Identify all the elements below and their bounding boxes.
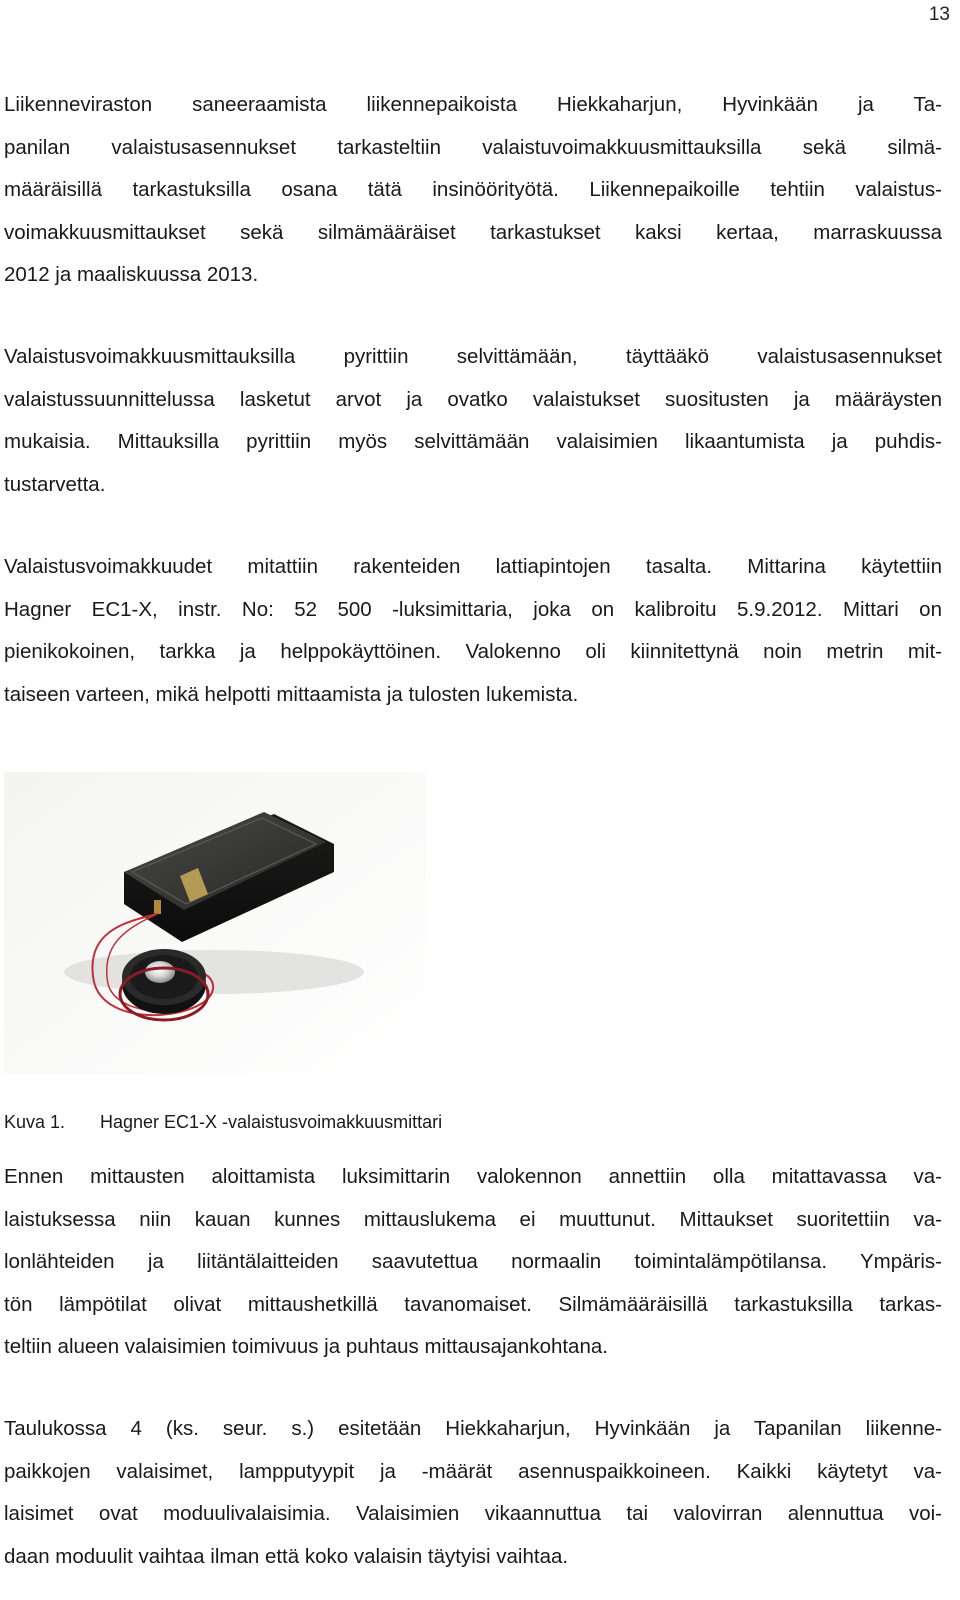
paragraph-2 bbox=[4, 336, 942, 506]
text-line: mukaisia. Mittauksilla pyrittiin myös selvittämään valaisimien likaantumista ja puhdis- bbox=[4, 430, 942, 453]
text-line: 2012 ja maaliskuussa 2013. bbox=[4, 263, 259, 286]
page-number: 13 bbox=[928, 4, 950, 25]
lux-meter-photo bbox=[4, 772, 426, 1074]
text-line: laistuksessa niin kauan kunnes mittauslukema ei muuttunut. Mittaukset suoritettiin va- bbox=[4, 1207, 942, 1231]
paragraph-5 bbox=[4, 1408, 942, 1578]
caption-label: Kuva 1. bbox=[4, 1112, 66, 1132]
text-line: laisimet ovat moduulivalaisimia. Valaisimien vikaannuttua tai valovirran alennuttua voi- bbox=[4, 1502, 942, 1525]
text-line: voimakkuusmittaukset sekä silmämääräiset tarkastukset kaksi kertaa, marraskuussa bbox=[4, 220, 942, 244]
text-line: Liikenneviraston saneeraamista liikennepaikoista Hiekkaharjun, Hyvinkään ja Ta- bbox=[4, 93, 942, 116]
figure-caption bbox=[4, 1112, 442, 1133]
text-line: tön lämpötilat olivat mittaushetkillä tavanomaiset. Silmämääräisillä tarkastuksilla tarkas- bbox=[4, 1292, 942, 1316]
text-line: Hagner EC1-X, instr. No: 52 500 -luksimittaria, joka on kalibroitu 5.9.2012. Mittari on bbox=[4, 597, 942, 621]
text-line: paikkojen valaisimet, lampputyypit ja -määrät asennuspaikkoineen. Kaikki käytetyt va- bbox=[4, 1459, 942, 1483]
text-line: valaistussuunnittelussa lasketut arvot ja ovatko valaistukset suositusten ja määräysten bbox=[4, 387, 942, 411]
text-line: lonlähteiden ja liitäntälaitteiden saavutettua normaalin toimintalämpötilansa. Ympäris- bbox=[4, 1250, 942, 1273]
text-line: Valaistusvoimakkuusmittauksilla pyrittiin selvittämään, täyttääkö valaistusasennukset bbox=[4, 345, 942, 368]
paragraph-1 bbox=[4, 84, 942, 297]
text-line: pienikokoinen, tarkka ja helppokäyttöinen. Valokenno oli kiinnitettynä noin metrin mit- bbox=[4, 640, 942, 663]
text-line: tustarvetta. bbox=[4, 472, 106, 496]
paragraph-3 bbox=[4, 546, 942, 716]
text-line: teltiin alueen valaisimien toimivuus ja puhtaus mittausajankohtana. bbox=[4, 1335, 608, 1358]
text-line: Taulukossa 4 (ks. seur. s.) esitetään Hiekkaharjun, Hyvinkään ja Tapanilan liikenne- bbox=[4, 1417, 942, 1440]
text-line: Valaistusvoimakkuudet mitattiin rakenteiden lattiapintojen tasalta. Mittarina käytettiin bbox=[4, 555, 942, 578]
text-line: panilan valaistusasennukset tarkasteltiin valaistuvoimakkuusmittauksilla sekä silmä- bbox=[4, 135, 942, 159]
text-line: määräisillä tarkastuksilla osana tätä insinöörityötä. Liikennepaikoille tehtiin valaistus- bbox=[4, 178, 942, 201]
text-line: taiseen varteen, mikä helpotti mittaamista ja tulosten lukemista. bbox=[4, 682, 579, 706]
paragraph-4 bbox=[4, 1156, 942, 1369]
text-line: Ennen mittausten aloittamista luksimittarin valokennon annettiin olla mitattavassa va- bbox=[4, 1165, 942, 1188]
text-line: daan moduulit vaihtaa ilman että koko valaisin täytyisi vaihtaa. bbox=[4, 1544, 569, 1568]
caption-text: Hagner EC1-X -valaistusvoimakkuusmittari bbox=[100, 1112, 443, 1132]
